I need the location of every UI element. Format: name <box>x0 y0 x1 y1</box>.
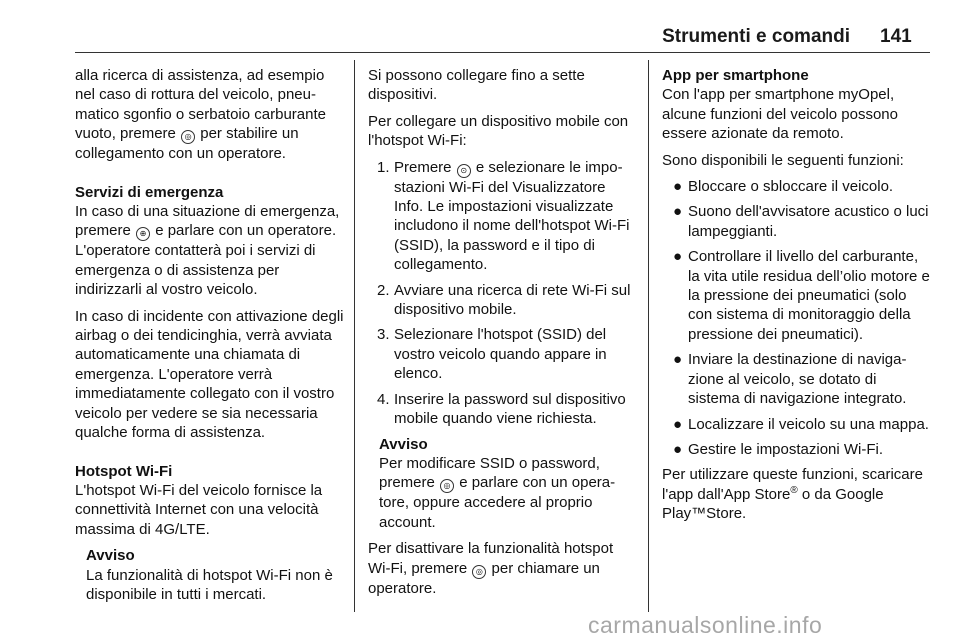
functions-intro: Sono disponibili le seguenti funzioni: <box>662 151 904 169</box>
emergency-section <box>75 183 347 300</box>
list-item: 1. Premere ⊙ e selezionare le impostazioni Wi-Fi del Visualizzatore Info. Le impostazioni visualizzate includono il nome dell'hotspot Wi-Fi (SSID), la password e il tipo di collegamento. <box>377 158 630 274</box>
connect-intro: Per collegare un dispositivo mobile con l'hotspot Wi-Fi: <box>368 112 629 150</box>
service-button-icon: ◎ <box>472 565 486 579</box>
list-item: ● Localizzare il veicolo su una mappa. <box>673 415 929 433</box>
page-number: 141 <box>880 26 912 47</box>
list-item: 2. Avviare una ricerca di rete Wi-Fi sul dispositivo mobile. <box>377 281 631 319</box>
app-heading: App per smartphone <box>662 67 809 84</box>
column-divider-2 <box>648 60 649 612</box>
hotspot-paragraph: L'hotspot Wi-Fi del veicolo fornisce la connettività Internet con una velocità massima di 4G/LTE. <box>75 481 323 538</box>
app-paragraph: Con l'app per smartphone myOpel, alcune funzioni del veicolo possono essere azionate da remoto. <box>662 86 898 143</box>
notice-box <box>86 546 347 604</box>
column-3 <box>662 66 930 531</box>
emergency-heading: Servizi di emergenza <box>75 183 224 201</box>
notice-body: La funzionalità di hotspot Wi-Fi non è disponibile in tutti i mercati. <box>86 566 333 603</box>
functions-list <box>662 177 930 459</box>
notice-title: Avviso <box>86 547 135 565</box>
section-title: Strumenti e comandi <box>662 26 850 47</box>
emergency-paragraph: In caso di una situazione di emergenza, premere ⊕ e parlare con un operatore. L'operatore contatterà poi i servizi di emergenza o di assistenza per indirizzarli al vostro veicolo. <box>75 203 340 299</box>
assistance-paragraph: alla ricerca di assistenza, ad esempio nel caso di rottura del veicolo, pneumatico sgonfio o serbatoio carburante vuoto, premere ◎ per stabilire un collegamento con un operatore. <box>75 67 326 163</box>
download-paragraph: Per utilizzare queste funzioni, scaricare l'app dall'App Store® o da Google Play™Store. <box>662 466 923 523</box>
notice-box <box>379 435 636 533</box>
accident-paragraph: In caso di incidente con attivazione degli airbag o dei tendicinghia, verrà avviata automaticamente una chiamata di emergenza. L'operatore verrà immediatamente collegato con il vostro veicolo per vedere se sia necessaria qualche forma di assistenza. <box>75 307 344 442</box>
connect-steps <box>368 158 636 429</box>
header-divider <box>75 52 930 53</box>
list-item: ● Bloccare o sbloccare il veicolo. <box>673 178 894 196</box>
list-item: 4. Inserire la password sul dispositivo mobile quando viene richiesta. <box>377 390 626 428</box>
list-item: ● Suono dell'avvisatore acustico o luci lampeggianti. <box>673 203 929 240</box>
list-item: ● Inviare la destinazione di navigazione al veicolo, se dotato di sistema di navigazione integrato. <box>673 351 907 408</box>
column-1 <box>75 66 347 604</box>
emergency-button-icon: ⊕ <box>136 227 150 241</box>
list-item: ● Gestire le impostazioni Wi-Fi. <box>673 440 884 458</box>
disable-paragraph: Per disattivare la funzionalità hotspot Wi-Fi, premere ◎ per chiamare un operatore. <box>368 540 614 597</box>
watermark: carmanualsonline.info <box>588 612 823 638</box>
devices-paragraph: Si possono collegare fino a sette dispositivi. <box>368 67 585 104</box>
column-2 <box>368 66 636 605</box>
service-button-icon: ◎ <box>440 479 454 493</box>
list-item: 3. Selezionare l'hotspot (SSID) del vostro veicolo quando appare in elenco. <box>377 326 607 383</box>
onstar-button-icon: ⊙ <box>457 164 471 178</box>
notice-body: Per modificare SSID o password, premere ◎ e parlare con un operatore, oppure accedere al proprio account. <box>379 454 616 531</box>
service-button-icon: ◎ <box>181 130 195 144</box>
app-section <box>662 66 930 144</box>
notice-title: Avviso <box>379 435 428 453</box>
hotspot-section <box>75 462 347 540</box>
list-item: ● Controllare il livello del carburante, la vita utile residua dell’olio motore e la pressione dei pneumatici (solo con sistema di monitoraggio della pressione dei pneumatici). <box>673 248 930 343</box>
column-divider-1 <box>354 60 355 612</box>
hotspot-heading: Hotspot Wi-Fi <box>75 462 173 480</box>
